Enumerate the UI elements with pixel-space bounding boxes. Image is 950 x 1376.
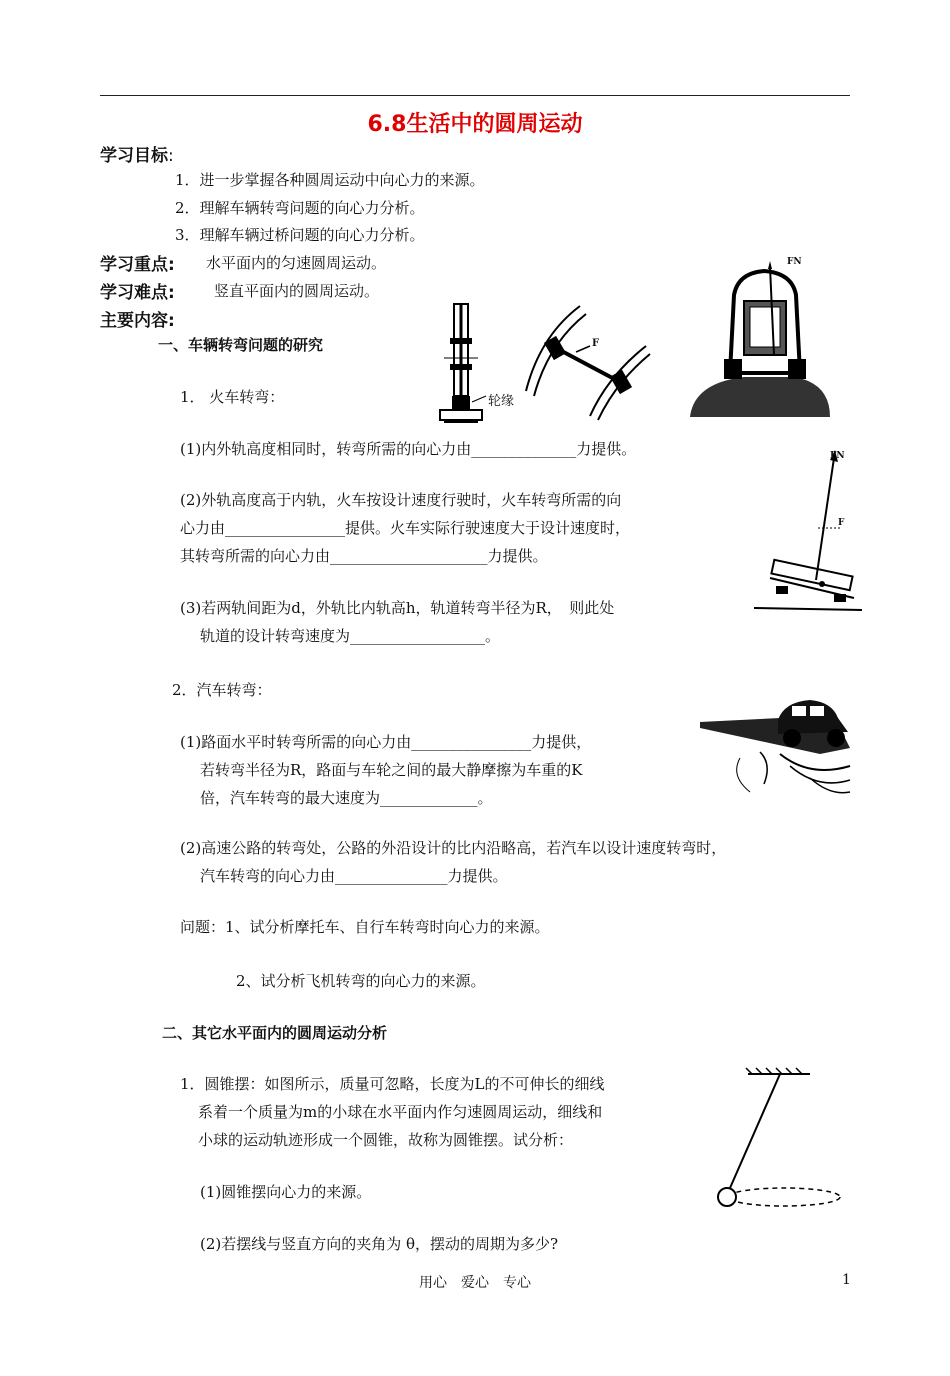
conical-pendulum-figure [712, 1066, 847, 1216]
objective-item-2: 2．理解车辆转弯问题的向心力分析。 [175, 199, 425, 217]
objectives-heading [100, 141, 174, 166]
train-q2-line2: 心力由________________提供。火车实际行驶速度大于设计速度时， [180, 519, 631, 537]
main-content-label: 主要内容: [100, 311, 175, 331]
cone-pendulum-line1: 1．圆锥摆：如图所示，质量可忽略，长度为L的不可伸长的细线 [180, 1075, 605, 1093]
incline-force-figure [750, 448, 865, 613]
header-rule [100, 95, 850, 96]
objectives-colon: : [168, 146, 174, 166]
key-point-label: 学习重点: [100, 255, 175, 275]
incline-force-label: F [838, 518, 845, 528]
train-q2-line3: 其转弯所需的向心力由_____________________力提供。 [180, 547, 548, 565]
car-q2-line1: (2)高速公路的转弯处，公路的外沿设计的比内沿略高，若汽车以设计速度转弯时， [180, 839, 727, 857]
train-q1: (1)内外轨高度相同时，转弯所需的向心力由______________力提供。 [180, 440, 637, 458]
rail-force-label: F [592, 338, 600, 349]
difficulty-label: 学习难点: [100, 283, 175, 303]
car-q2-line2: 汽车转弯的向心力由_______________力提供。 [200, 867, 508, 885]
cone-pendulum-sub2: (2)若摆线与竖直方向的夹角为 θ，摆动的周期为多少? [200, 1235, 559, 1253]
page-title: 6.8生活中的圆周运动 [367, 112, 583, 137]
difficulty-text: 竖直平面内的圆周运动。 [214, 282, 380, 300]
footer-motto: 用心 爱心 专心 [419, 1275, 531, 1291]
incline-fn-label: FN [830, 451, 845, 461]
car-q1-line3: 倍，汽车转弯的最大速度为_____________。 [200, 789, 493, 807]
train-front-figure [684, 255, 834, 425]
objectives-label: 学习目标 [100, 146, 168, 166]
wheel-flange-label: 轮缘 [488, 394, 515, 409]
question-1: 问题：1、试分析摩托车、自行车转弯时向心力的来源。 [180, 918, 550, 936]
cone-pendulum-line2: 系着一个质量为m的小球在水平面内作匀速圆周运动，细线和 [198, 1103, 603, 1121]
rail-curve-figure [520, 296, 650, 421]
key-point-text: 水平面内的匀速圆周运动。 [206, 254, 387, 272]
section2-heading: 二、其它水平面内的圆周运动分析 [162, 1024, 388, 1042]
train-q3-line1: (3)若两轨间距为d，外轨比内轨高h，轨道转弯半径为R， 则此处 [180, 599, 615, 617]
question-2: 2、试分析飞机转弯的向心力的来源。 [236, 972, 486, 990]
objective-item-3: 3．理解车辆过桥问题的向心力分析。 [175, 226, 425, 244]
train-fn-label: FN [787, 257, 802, 267]
car-q1-line2: 若转弯半径为R，路面与车轮之间的最大静摩擦为车重的K [200, 761, 583, 779]
train-heading: 1． 火车转弯： [180, 388, 285, 406]
section1-heading: 一、车辆转弯问题的研究 [158, 336, 324, 354]
cone-pendulum-sub1: (1)圆锥摆向心力的来源。 [200, 1183, 372, 1201]
car-heading: 2．汽车转弯： [172, 681, 272, 699]
cone-pendulum-line3: 小球的运动轨迹形成一个圆锥，故称为圆锥摆。试分析： [198, 1131, 574, 1149]
train-q3-line2: 轨道的设计转弯速度为__________________。 [200, 627, 501, 645]
car-q1-line1: (1)路面水平时转弯所需的向心力由________________力提供， [180, 733, 592, 751]
page-number: 1 [842, 1272, 851, 1288]
train-q2-line1: (2)外轨高度高于内轨，火车按设计速度行驶时，火车转弯所需的向 [180, 491, 622, 509]
objective-item-1: 1．进一步掌握各种圆周运动中向心力的来源。 [175, 171, 485, 189]
car-turning-figure [700, 688, 850, 800]
